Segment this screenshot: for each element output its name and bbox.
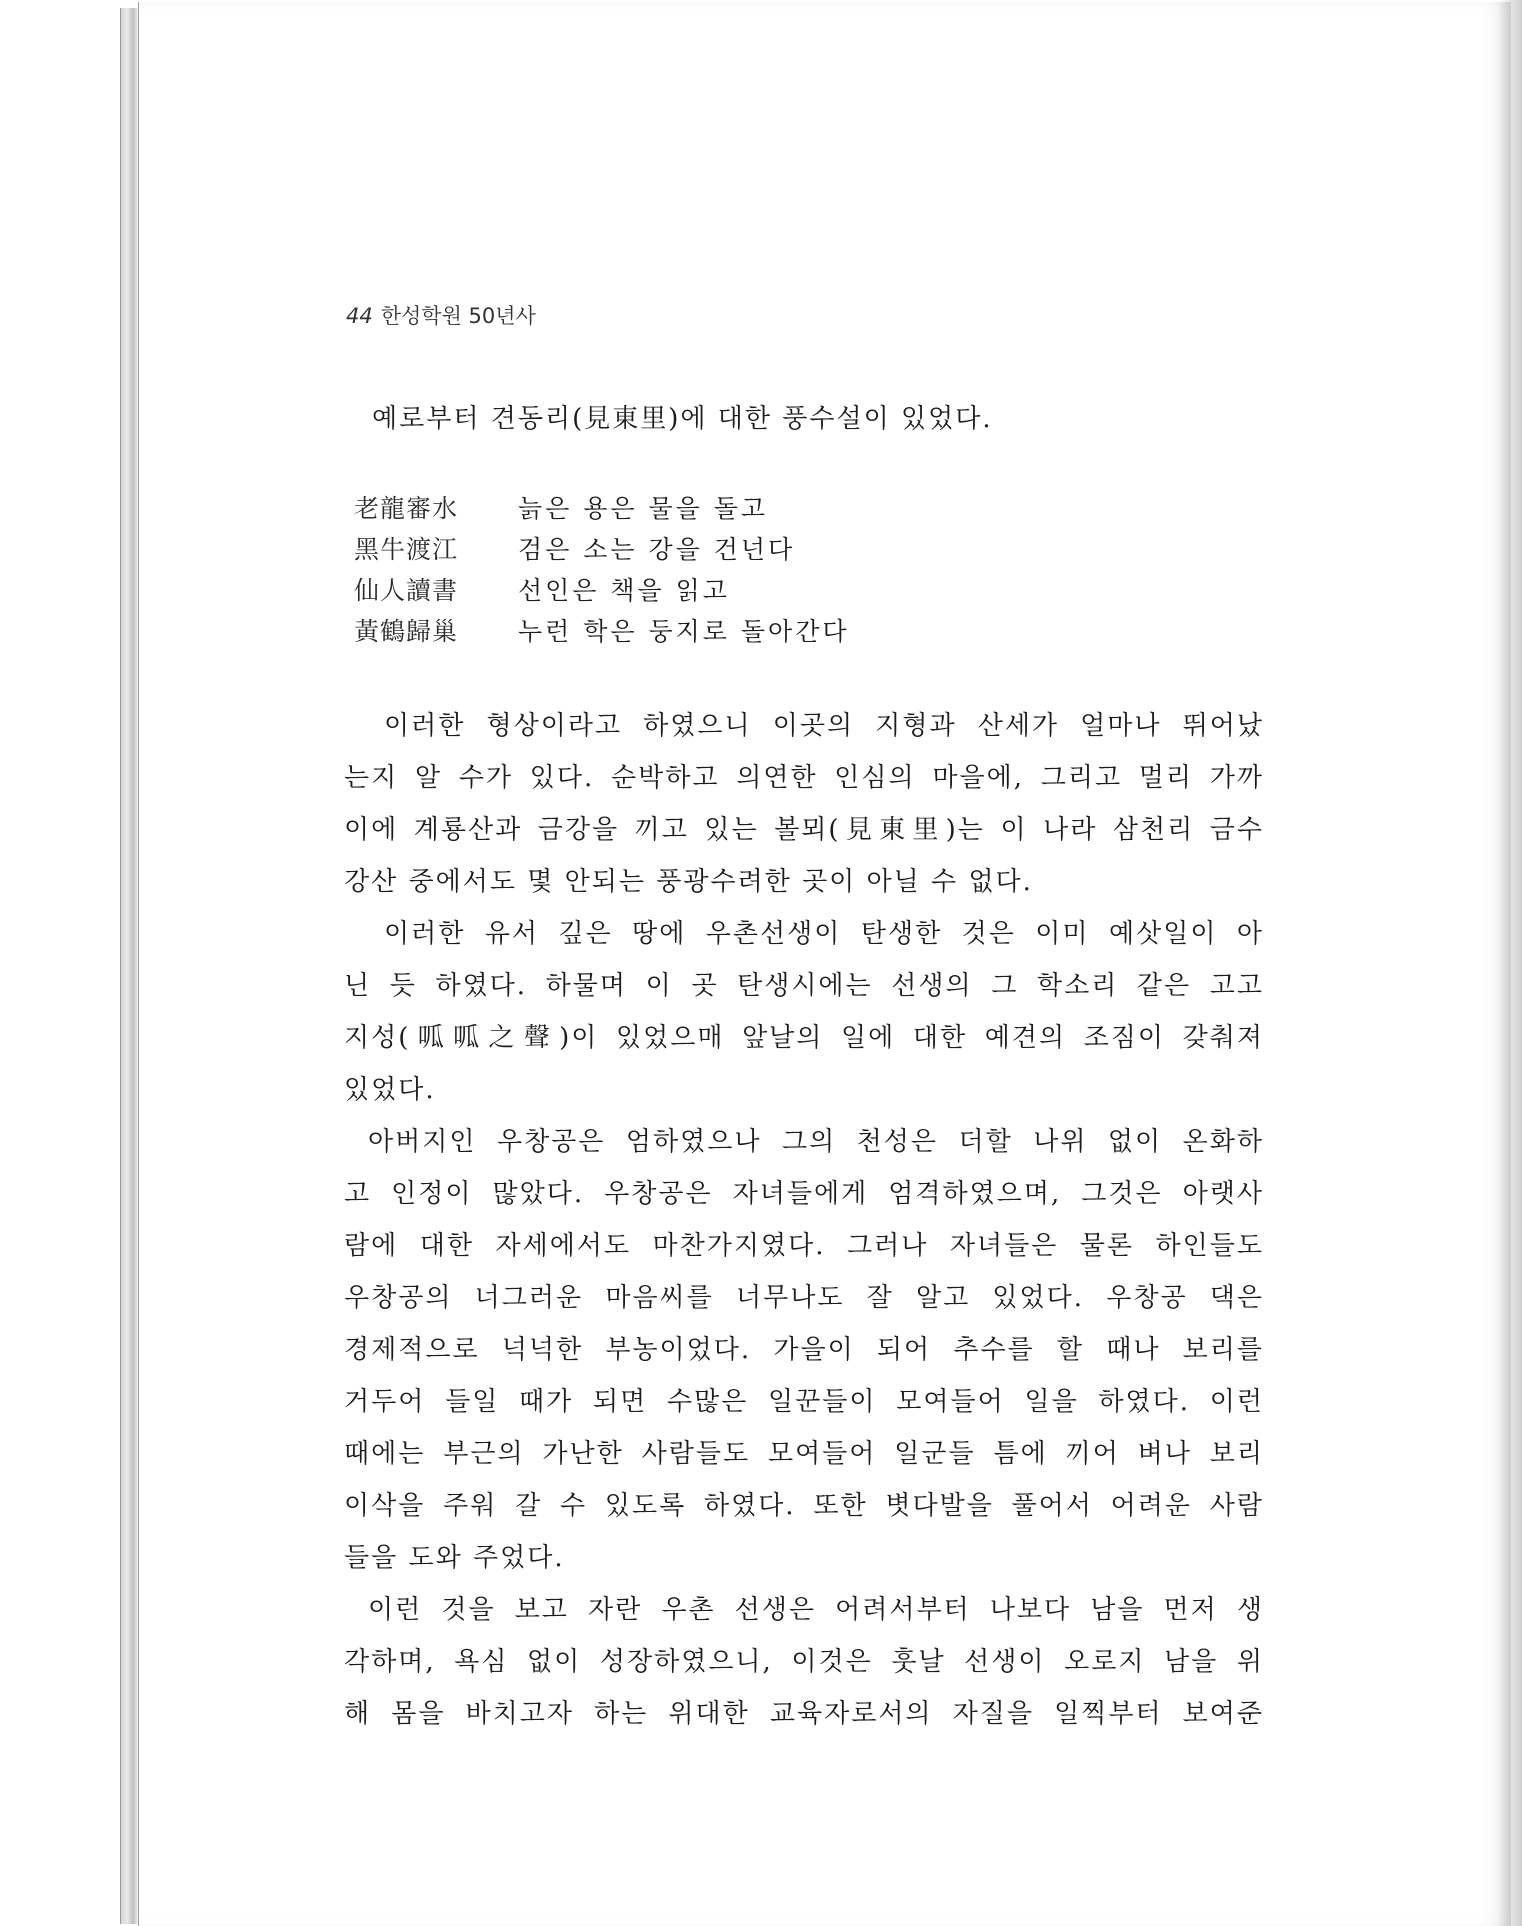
text-line: 들을 도와 주었다. bbox=[344, 1543, 565, 1573]
text-line: 강산 중에서도 몇 안되는 풍광수려한 곳이 아닐 수 없다. bbox=[344, 867, 1033, 897]
poem-korean: 늙은 용은 물을 돌고 bbox=[518, 494, 769, 523]
text-line: 아버지인 우창공은 엄하였으나 그의 천성은 더할 나위 없이 온화하 bbox=[368, 1127, 1264, 1157]
poem-line bbox=[354, 611, 850, 652]
paragraph bbox=[344, 1584, 1264, 1740]
text-line: 이삭을 주워 갈 수 있도록 하였다. 또한 볏다발을 풀어서 어려운 사람 bbox=[344, 1491, 1264, 1521]
poem-line bbox=[354, 488, 850, 529]
text-line: 각하며, 욕심 없이 성장하였으니, 이것은 훗날 선생이 오로지 남을 위 bbox=[344, 1647, 1264, 1677]
paragraph bbox=[344, 700, 1264, 908]
paragraph bbox=[344, 1116, 1264, 1584]
page-shadow bbox=[1498, 0, 1522, 1926]
text-line: 는지 알 수가 있다. 순박하고 의연한 인심의 마을에, 그리고 멀리 가까 bbox=[344, 763, 1264, 793]
text-line: 이러한 형상이라고 하였으니 이곳의 지형과 산세가 얼마나 뛰어났 bbox=[384, 711, 1264, 741]
text-line: 때에는 부근의 가난한 사람들도 모여들어 일군들 틈에 끼어 벼나 보리 bbox=[344, 1439, 1264, 1469]
poem-korean: 검은 소는 강을 건넌다 bbox=[518, 535, 796, 564]
poem-line bbox=[354, 529, 850, 570]
text-line: 지성(呱呱之聲)이 있었으매 앞날의 일에 대한 예견의 조짐이 갖춰져 bbox=[344, 1023, 1264, 1053]
text-line: 이에 계룡산과 금강을 끼고 있는 볼뫼(見東里)는 이 나라 삼천리 금수 bbox=[344, 815, 1264, 845]
text-line: 경제적으로 넉넉한 부농이었다. 가을이 되어 추수를 할 때나 보리를 bbox=[344, 1335, 1264, 1365]
poem-hanja: 仙人讀書 bbox=[354, 576, 459, 605]
running-header bbox=[346, 300, 536, 330]
text-line: 이러한 유서 깊은 땅에 우촌선생이 탄생한 것은 이미 예삿일이 아 bbox=[384, 919, 1264, 949]
poem-korean: 선인은 책을 읽고 bbox=[518, 576, 730, 605]
poem-hanja: 黑牛渡江 bbox=[354, 535, 459, 564]
text-line: 고 인정이 많았다. 우창공은 자녀들에게 엄격하였으며, 그것은 아랫사 bbox=[344, 1179, 1264, 1209]
poem-hanja: 老龍審水 bbox=[354, 494, 459, 523]
paragraph bbox=[344, 908, 1264, 1116]
poem-line bbox=[354, 570, 850, 611]
body-text bbox=[344, 700, 1264, 1740]
intro-sentence: 예로부터 견동리(見東里)에 대한 풍수설이 있었다. bbox=[372, 404, 993, 434]
text-line: 이런 것을 보고 자란 우촌 선생은 어려서부터 나보다 남을 먼저 생 bbox=[368, 1595, 1264, 1625]
text-line: 해 몸을 바치고자 하는 위대한 교육자로서의 자질을 일찍부터 보여준 bbox=[344, 1699, 1264, 1729]
poem-hanja: 黃鶴歸巢 bbox=[354, 617, 459, 646]
text-line: 있었다. bbox=[344, 1075, 436, 1105]
poem-block bbox=[354, 488, 850, 652]
page-number: 44 bbox=[346, 304, 373, 328]
text-line: 우창공의 너그러운 마음씨를 너무나도 잘 알고 있었다. 우창공 댁은 bbox=[344, 1283, 1264, 1313]
text-line: 닌 듯 하였다. 하물며 이 곳 탄생시에는 선생의 그 학소리 같은 고고 bbox=[344, 971, 1264, 1001]
book-title: 한성학원 50년사 bbox=[380, 304, 536, 328]
text-line: 람에 대한 자세에서도 마찬가지였다. 그러나 자녀들은 물론 하인들도 bbox=[344, 1231, 1264, 1261]
text-line: 거두어 들일 때가 되면 수많은 일꾼들이 모여들어 일을 하였다. 이런 bbox=[344, 1387, 1264, 1417]
poem-korean: 누런 학은 둥지로 돌아간다 bbox=[518, 617, 850, 646]
